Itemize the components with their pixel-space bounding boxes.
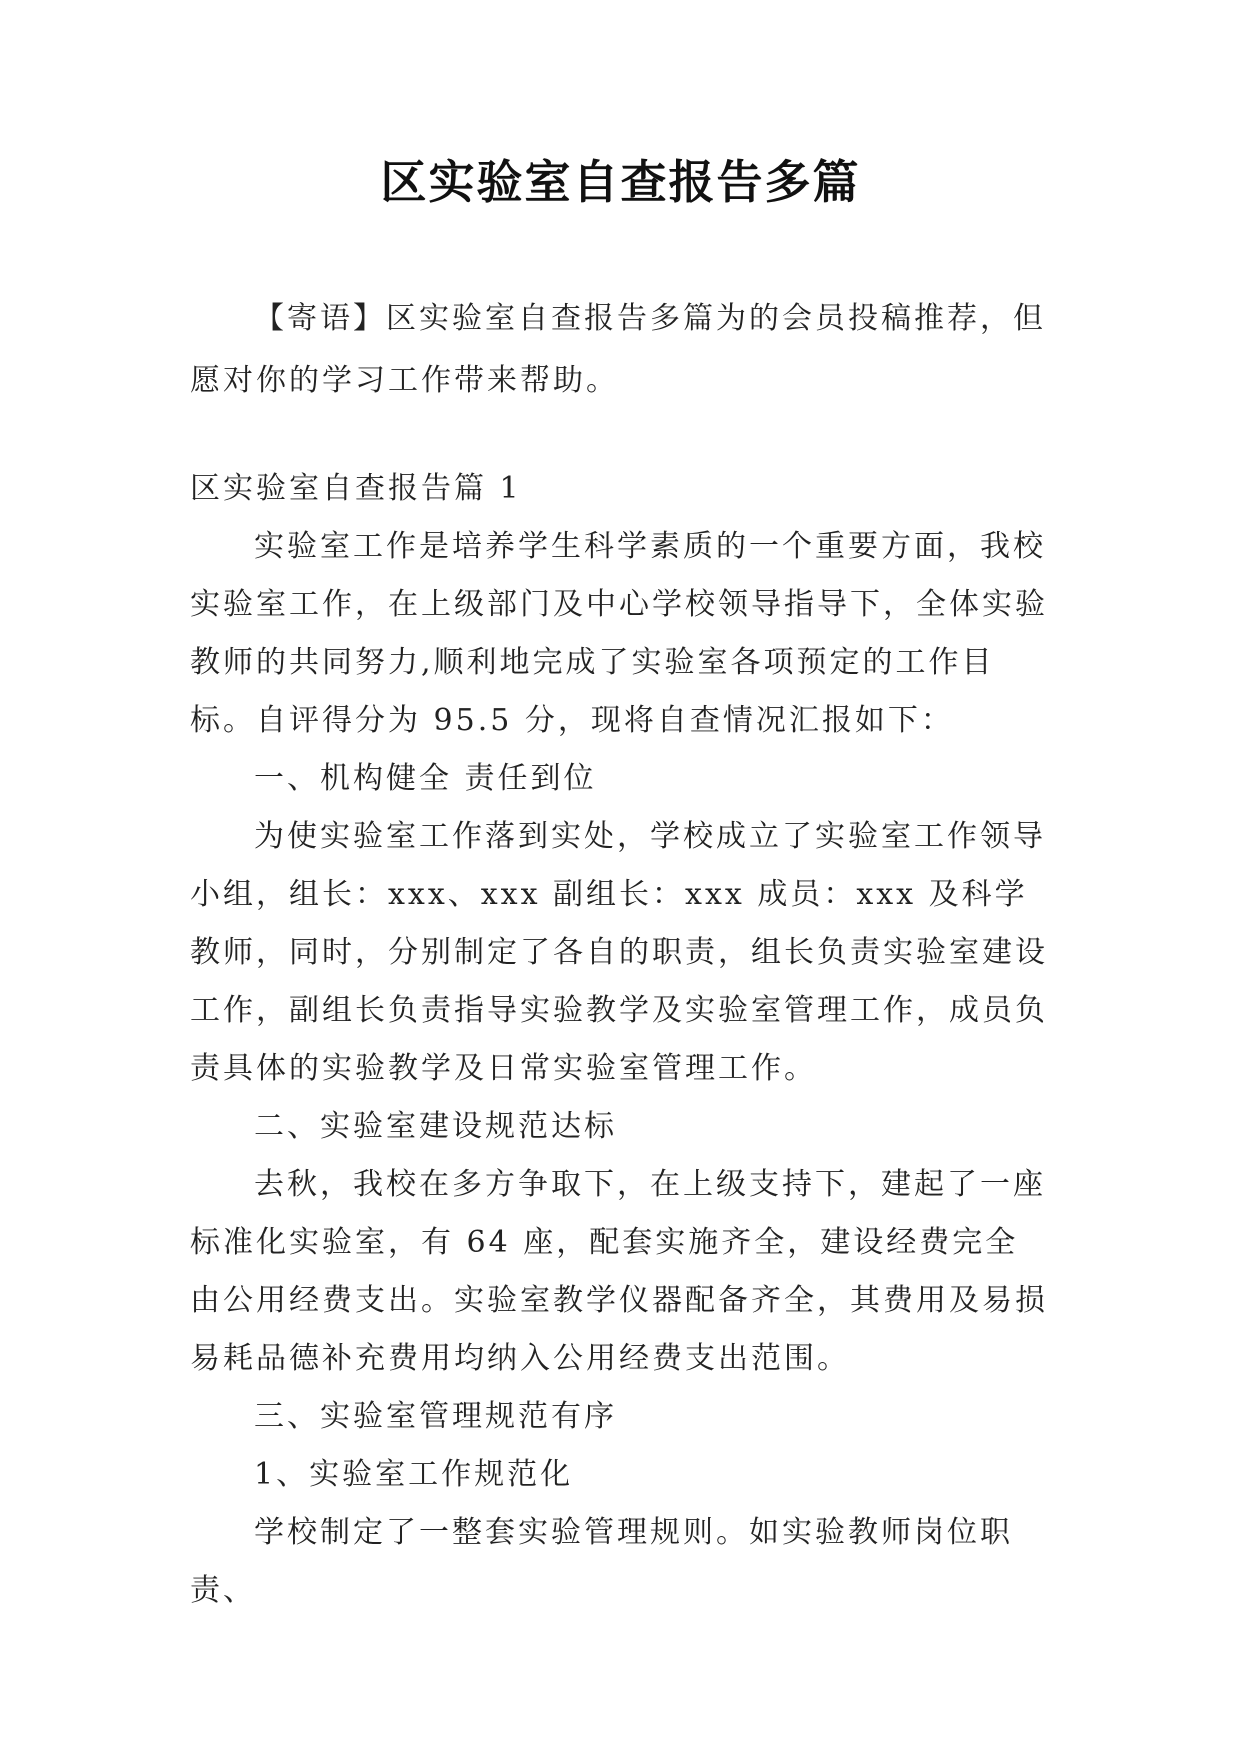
subheading-standardization: 1、实验室工作规范化 (254, 1457, 574, 1492)
paragraph-rules: 学校制定了一整套实验管理规则。如实验教师岗位职责、 (190, 1515, 1013, 1608)
paragraph-intro: 实验室工作是培养学生科学素质的一个重要方面，我校实验室工作，在上级部门及中心学校领导指导下，全体实验教师的共同努力,顺利地完成了实验室各项预定的工作目标。自评得分为 95.5 分，现将自查情况汇报如下： (190, 529, 1048, 738)
section-heading: 区实验室自查报告篇 1 (190, 471, 522, 506)
document-title: 区实验室自查报告多篇 (380, 155, 861, 209)
intro-paragraph: 【寄语】区实验室自查报告多篇为的会员投稿推荐，但愿对你的学习工作带来帮助。 (190, 301, 1046, 398)
heading-construction: 二、实验室建设规范达标 (254, 1109, 617, 1144)
paragraph-organization: 为使实验室工作落到实处，学校成立了实验室工作领导小组，组长：xxx、xxx 副组长：xxx 成员：xxx 及科学教师，同时，分别制定了各自的职责，组长负责实验室建设工作，副组长负责指导实验教学及实验室管理工作，成员负责具体的实验教学及日常实验室管理工作。 (190, 819, 1048, 1086)
heading-management: 三、实验室管理规范有序 (254, 1399, 617, 1434)
paragraph-construction: 去秋，我校在多方争取下，在上级支持下，建起了一座标准化实验室，有 64 座，配套实施齐全，建设经费完全由公用经费支出。实验室教学仪器配备齐全，其费用及易损易耗品德补充费用均纳入公用经费支出范围。 (190, 1167, 1048, 1376)
heading-organization: 一、机构健全 责任到位 (254, 761, 597, 796)
article-body (190, 460, 1050, 1620)
intro-block (190, 288, 1050, 412)
